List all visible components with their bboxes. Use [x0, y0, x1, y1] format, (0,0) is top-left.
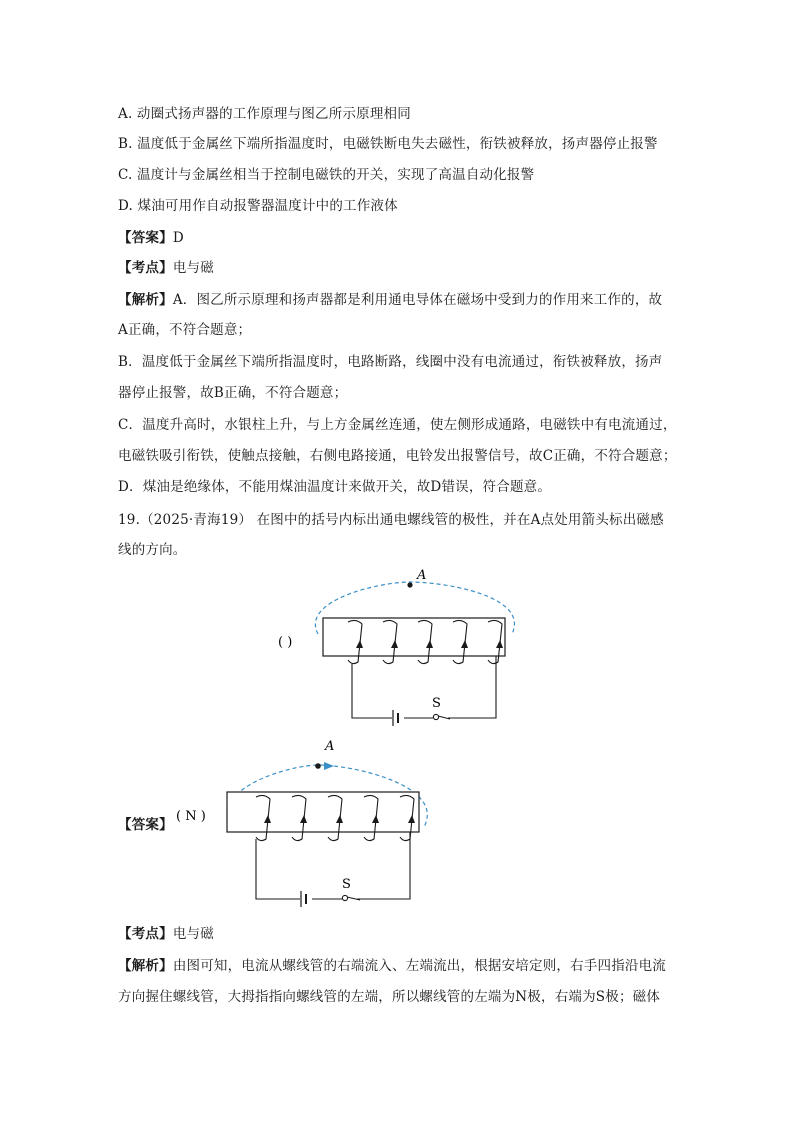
- topic-value: 电与磁: [172, 260, 214, 276]
- field-direction-arrow: [324, 762, 334, 770]
- answer-value: D: [172, 230, 184, 246]
- switch-label: S: [432, 696, 441, 711]
- option-b: B. 温度低于金属丝下端所指温度时，电磁铁断电失去磁性，衔铁被释放，扬声器停止报警: [118, 136, 658, 152]
- switch-contact: [342, 895, 347, 900]
- circuit-wire: [256, 832, 410, 899]
- q18-analysis-5: C．温度升高时，水银柱上升，与上方金属丝连通，使左侧形成通路，电磁铁中有电流通过，: [118, 417, 677, 433]
- solenoid-tube: [227, 792, 419, 832]
- q19-question-2: 线的方向。: [118, 542, 187, 558]
- analysis-tag: 【解析】: [118, 292, 173, 308]
- point-a-dot: [315, 763, 321, 769]
- q18-analysis-1: [118, 290, 662, 310]
- point-a-label: A: [325, 739, 335, 754]
- q19-question-1: 19.（2025·青海19） 在图中的括号内标出通电螺线管的极性，并在A点处用箭头标出磁感: [118, 512, 664, 528]
- q18-analysis-4: 器停止报警，故B正确，不符合题意；: [118, 385, 348, 401]
- solenoid-tube: [323, 618, 505, 656]
- point-a-dot: [407, 582, 412, 587]
- topic-tag: 【考点】: [118, 926, 173, 942]
- q18-answer: [118, 228, 184, 248]
- q19-topic: [118, 924, 214, 944]
- circuit-wire: [352, 656, 496, 718]
- answer-tag: 【答案】: [118, 230, 173, 246]
- option-c: C. 温度计与金属丝相当于控制电磁铁的开关，实现了高温自动化报警: [118, 167, 535, 183]
- topic-value: 电与磁: [172, 926, 214, 942]
- switch-contact: [433, 714, 438, 719]
- switch-label: S: [342, 877, 351, 892]
- topic-tag: 【考点】: [118, 260, 173, 276]
- analysis-text: A．图乙所示原理和扬声器都是利用通电导体在磁场中受到力的作用来工作的，故: [172, 292, 663, 308]
- q19-analysis-1: [118, 956, 666, 976]
- analysis-text: 由图可知，电流从螺线管的右端流入、左端流出，根据安培定则，右手四指沿电流: [172, 958, 667, 974]
- q18-analysis-2: A正确，不符合题意；: [118, 322, 252, 338]
- option-d: D. 煤油可用作自动报警器温度计中的工作液体: [118, 198, 398, 214]
- q18-topic: [118, 258, 214, 278]
- q18-analysis-6: 电磁铁吸引衔铁，使触点接触，右侧电路接通，电铃发出报警信号，故C正确，不符合题意；: [118, 448, 677, 464]
- q19-answer-tag: 【答案】: [118, 817, 173, 833]
- q19-analysis-2: 方向握住螺线管，大拇指指向螺线管的左端，所以螺线管的左端为N极，右端为S极；磁体: [118, 989, 661, 1005]
- q18-analysis-3: B．温度低于金属丝下端所指温度时，电路断路，线圈中没有电流通过，衔铁被释放，扬声: [118, 354, 663, 370]
- analysis-tag: 【解析】: [118, 958, 173, 974]
- point-a-label: A: [417, 568, 427, 583]
- option-a: A. 动圈式扬声器的工作原理与图乙所示原理相同: [118, 106, 411, 122]
- pole-bracket: ( ): [278, 635, 293, 650]
- pole-answer: ( N ): [176, 809, 206, 824]
- q18-analysis-7: D．煤油是绝缘体，不能用煤油温度计来做开关，故D错误，符合题意。: [118, 479, 552, 495]
- solenoid-figure-answer: [172, 735, 442, 910]
- solenoid-figure-question: [270, 560, 540, 728]
